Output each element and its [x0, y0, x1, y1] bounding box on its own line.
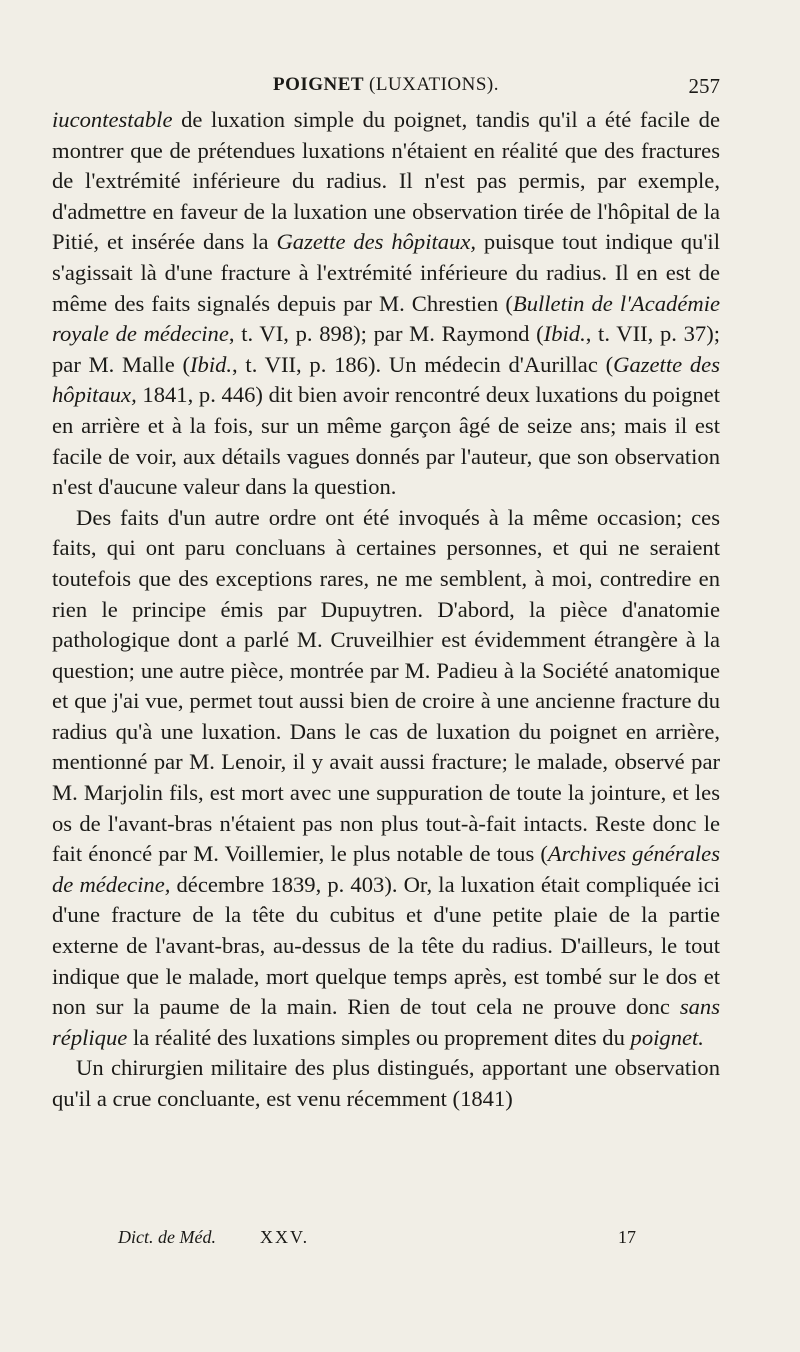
text-run: de luxation simple du poignet, tandis qu'il a été facile de montrer que de prétendues luxations n'étaient en réalité que des fractures de l'extrémité inférieure du radius. Il n'est pas permis, par exemple, d'admettre en faveur de la luxation une observation tirée de l'hôpital de la Pitié, et insérée dans la	[52, 107, 720, 255]
text-run: 1841, p. 446) dit bien avoir rencontré deux luxations du poignet en arrière et à la fois, sur un même garçon âgé de seize ans; mais il est facile de voir, aux détails vagues donnés par l'auteur, que son observation n'est d'aucune valeur dans la question.	[52, 382, 720, 500]
body-text	[52, 105, 720, 1115]
footer-sheet-number: 17	[618, 1227, 636, 1247]
italic-run: Gazette des hôpitaux,	[52, 351, 720, 408]
heading-main: POIGNET	[272, 74, 364, 95]
italic-run: iucontestable	[52, 107, 173, 132]
text-run: la réalité des luxations simples ou proprement dites du	[127, 1024, 631, 1050]
page-number: 257	[688, 74, 720, 98]
italic-run: Ibid.	[543, 321, 586, 347]
heading-sub: (LUXATIONS).	[369, 74, 500, 95]
italic-run: Ibid.	[190, 351, 233, 377]
text-run: , t. VII, p. 37); par M. Malle (	[52, 321, 720, 377]
page-heading	[52, 74, 720, 96]
text-run: décembre 1839, p. 403). Or, la luxation était compliquée ici d'une fracture de la tête du cubitus et d'une petite plaie de la partie externe de l'avant-bras, au-dessus de la tête du radius. D'ailleurs, le tout indique que le malade, mort quelque temps après, est tombé sur le dos et non sur la paume de la main. Rien de tout cela ne prouve donc	[52, 871, 720, 1020]
text-run: , t. VII, p. 186). Un médecin d'Aurillac (	[232, 351, 614, 377]
text-run: , t. VI, p. 898); par M. Raymond (	[228, 321, 544, 347]
italic-run: Gazette des hôpitaux,	[276, 229, 477, 255]
paragraph-2	[52, 503, 720, 1054]
italic-run: sans réplique	[52, 994, 720, 1050]
italic-run: Archives générales de médecine,	[52, 841, 720, 897]
page-footer	[100, 1227, 660, 1253]
footer-volume: XXV.	[260, 1227, 310, 1247]
paragraph-1	[52, 105, 720, 503]
italic-run: poignet.	[630, 1024, 704, 1050]
italic-run: Bulletin de l'Académie royale de médecine	[52, 290, 720, 347]
running-head	[52, 74, 720, 102]
paragraph-3	[52, 1053, 720, 1114]
text-run: puisque tout indique qu'il s'agissait là d'une fracture à l'extrémité inférieure du radius. Il en est de même des faits signalés depuis par M. Chrestien (	[52, 229, 720, 316]
text-run: Un chirurgien militaire des plus distingués, apportant une observation qu'il a crue concluante, est venu récemment (1841)	[52, 1055, 720, 1111]
text-run: Des faits d'un autre ordre ont été invoqués à la même occasion; ces faits, qui ont paru concluans à certaines personnes, et qui ne seraient toutefois que des exceptions rares, ne me semblent, à moi, contredire en rien le principe émis par Dupuytren. D'abord, la pièce d'anatomie pathologique dont a parlé M. Cruveilhier est évidemment étrangère à la question; une autre pièce, montrée par M. Padieu à la Société anatomique et que j'ai vue, permet tout aussi bien de croire à une ancienne fracture du radius qu'à une luxation. Dans le cas de luxation du poignet en arrière, mentionné par M. Lenoir, il y avait aussi fracture; le malade, observé par M. Marjolin fils, est mort avec une suppuration de toute la jointure, et les os de l'avant-bras n'étaient pas non plus tout-à-fait intacts. Reste donc le fait énoncé par M. Voillemier, le plus notable de tous (	[52, 504, 720, 867]
footer-signature: Dict. de Méd.	[118, 1227, 216, 1247]
